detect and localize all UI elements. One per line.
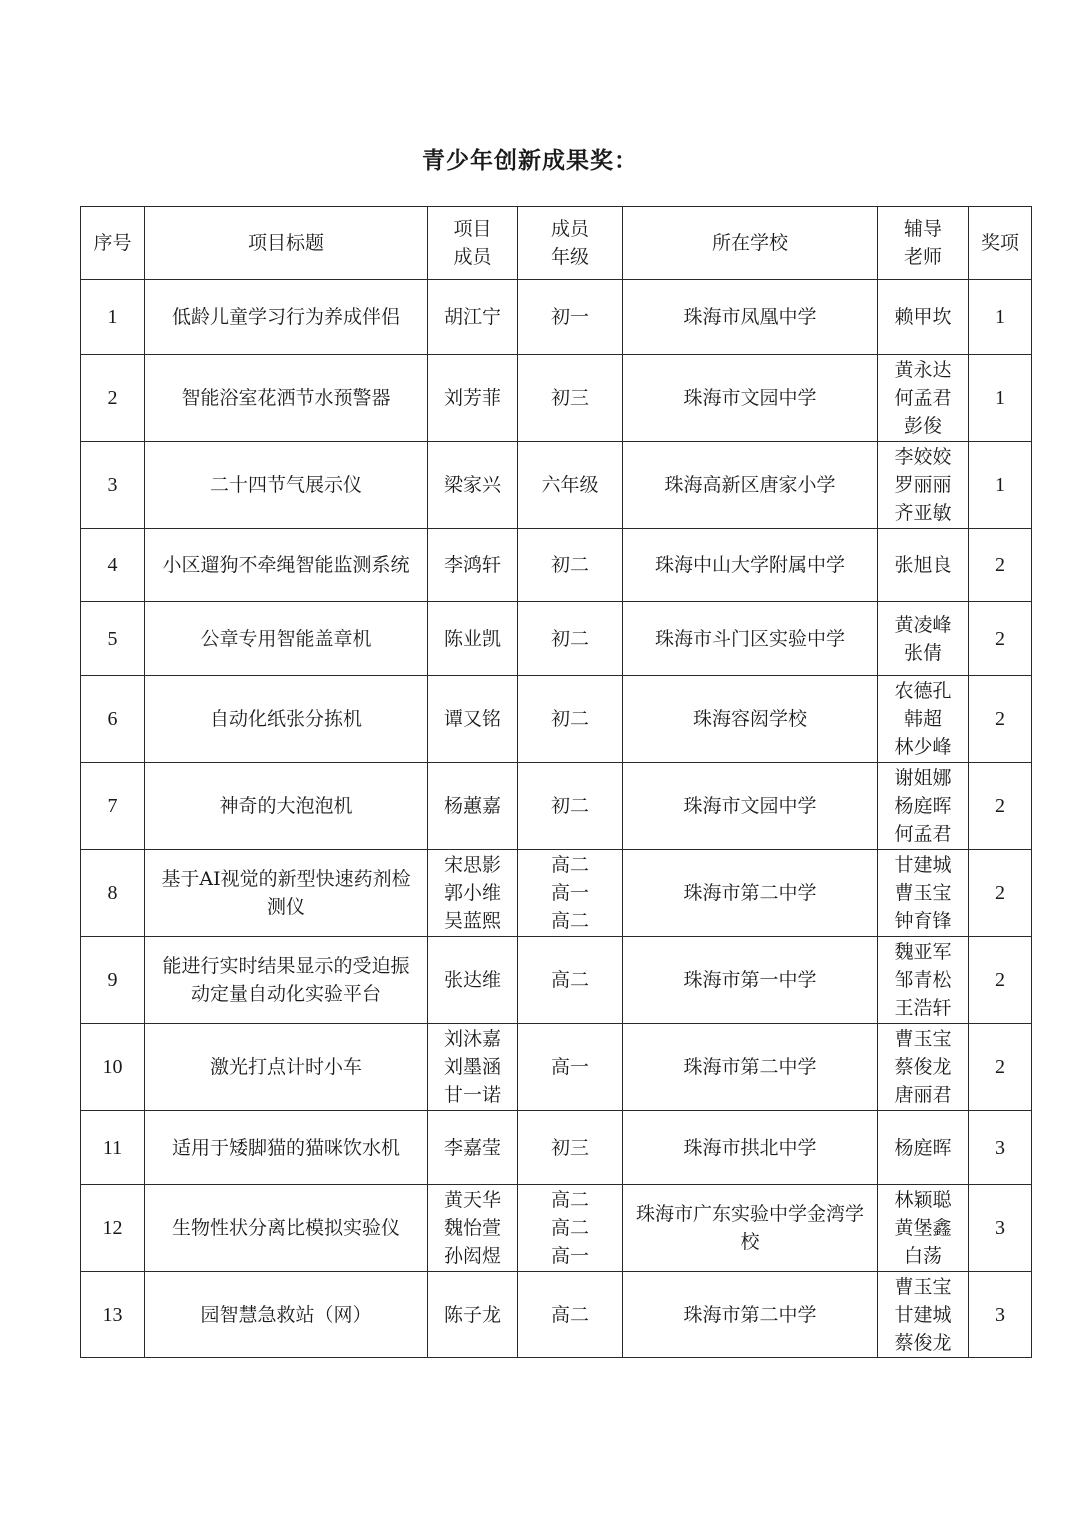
cell-no: 3 — [81, 442, 145, 529]
cell-grade-line: 高一 — [550, 1056, 589, 1078]
cell-grade-line: 高二 — [550, 910, 589, 932]
cell-members — [428, 529, 518, 602]
cell-mentors-line: 蔡俊龙 — [894, 1331, 952, 1354]
cell-mentors-line: 甘建城 — [894, 854, 952, 876]
col-header-members — [428, 207, 518, 280]
cell-members — [428, 442, 518, 529]
cell-grade — [518, 602, 623, 676]
cell-members — [428, 937, 518, 1024]
cell-no: 13 — [81, 1272, 145, 1358]
cell-grade-line: 初二 — [550, 554, 589, 576]
cell-members — [428, 280, 518, 355]
cell-award: 1 — [969, 355, 1032, 442]
cell-award: 3 — [969, 1185, 1032, 1272]
cell-grade — [518, 1111, 623, 1185]
cell-project: 激光打点计时小车 — [145, 1024, 428, 1111]
cell-members-line: 魏怡萱 — [443, 1217, 501, 1239]
cell-mentors — [878, 1111, 969, 1185]
table-row — [81, 763, 1032, 850]
cell-grade — [518, 1185, 623, 1272]
col-header-grade-line: 年级 — [550, 246, 589, 268]
cell-school: 珠海容闳学校 — [623, 676, 878, 763]
cell-grade-line: 高一 — [550, 1245, 589, 1267]
cell-no: 12 — [81, 1185, 145, 1272]
cell-mentors-line: 赖甲坎 — [894, 306, 952, 328]
document-title: 青少年创新成果奖： — [422, 148, 638, 174]
cell-mentors-line: 甘建城 — [894, 1303, 952, 1326]
cell-grade — [518, 442, 623, 529]
cell-no: 1 — [81, 280, 145, 355]
cell-members-line: 吴蓝熙 — [443, 910, 501, 932]
col-header-no: 序号 — [81, 207, 145, 280]
cell-no: 10 — [81, 1024, 145, 1111]
cell-mentors-line: 罗丽丽 — [894, 474, 952, 496]
cell-project: 神奇的大泡泡机 — [145, 763, 428, 850]
cell-school: 珠海市广东实验中学金湾学校 — [623, 1185, 878, 1272]
cell-project: 能进行实时结果显示的受迫振动定量自动化实验平台 — [145, 937, 428, 1024]
cell-mentors-line: 林少峰 — [894, 736, 952, 758]
cell-members-line: 李嘉莹 — [443, 1136, 501, 1159]
cell-school: 珠海市拱北中学 — [623, 1111, 878, 1185]
cell-mentors — [878, 937, 969, 1024]
table-row — [81, 850, 1032, 937]
cell-project: 二十四节气展示仪 — [145, 442, 428, 529]
cell-mentors — [878, 529, 969, 602]
col-header-project: 项目标题 — [145, 207, 428, 280]
cell-mentors — [878, 850, 969, 937]
cell-members-line: 刘芳菲 — [443, 387, 501, 409]
cell-members-line: 郭小维 — [443, 882, 501, 904]
cell-award: 3 — [969, 1111, 1032, 1185]
cell-mentors-line: 曹玉宝 — [894, 882, 952, 904]
cell-members — [428, 355, 518, 442]
cell-mentors-line: 齐亚敏 — [894, 502, 952, 524]
cell-grade-line: 高二 — [550, 1189, 589, 1211]
cell-mentors-line: 谢姐娜 — [894, 767, 952, 789]
cell-members-line: 刘沐嘉 — [443, 1028, 501, 1050]
cell-school: 珠海市文园中学 — [623, 355, 878, 442]
cell-mentors — [878, 1272, 969, 1358]
col-header-mentors — [878, 207, 969, 280]
cell-school: 珠海市第二中学 — [623, 1272, 878, 1358]
table-row — [81, 937, 1032, 1024]
cell-project: 自动化纸张分拣机 — [145, 676, 428, 763]
cell-no: 9 — [81, 937, 145, 1024]
cell-grade-line: 高二 — [550, 1303, 589, 1326]
col-header-award: 奖项 — [969, 207, 1032, 280]
cell-no: 2 — [81, 355, 145, 442]
table-row — [81, 355, 1032, 442]
cell-mentors — [878, 763, 969, 850]
cell-grade-line: 初二 — [550, 708, 589, 730]
col-header-mentors-line: 辅导 — [903, 218, 942, 240]
table-row — [81, 1111, 1032, 1185]
cell-members-line: 陈业凯 — [443, 627, 501, 650]
cell-grade-line: 初二 — [550, 627, 589, 650]
cell-mentors-line: 曹玉宝 — [894, 1275, 952, 1298]
cell-mentors-line: 张旭良 — [894, 554, 952, 576]
cell-mentors-line: 白荡 — [903, 1245, 942, 1267]
cell-members-line: 杨蕙嘉 — [443, 795, 501, 817]
cell-grade-line: 高二 — [550, 1217, 589, 1239]
cell-members-line: 陈子龙 — [443, 1303, 501, 1326]
cell-members — [428, 763, 518, 850]
cell-award: 1 — [969, 280, 1032, 355]
cell-no: 4 — [81, 529, 145, 602]
cell-members-line: 孙闳煜 — [443, 1245, 501, 1267]
cell-members-line: 宋思影 — [443, 854, 501, 876]
cell-award: 2 — [969, 763, 1032, 850]
cell-award: 2 — [969, 602, 1032, 676]
cell-grade-line: 初一 — [550, 306, 589, 328]
cell-grade-line: 高一 — [550, 882, 589, 904]
cell-mentors-line: 李姣姣 — [894, 446, 952, 468]
cell-members — [428, 850, 518, 937]
table-body — [81, 280, 1032, 1358]
cell-mentors-line: 蔡俊龙 — [894, 1056, 952, 1078]
cell-grade — [518, 529, 623, 602]
col-header-members-line: 成员 — [453, 246, 492, 268]
cell-school: 珠海市第二中学 — [623, 850, 878, 937]
col-header-grade-line: 成员 — [550, 218, 589, 240]
cell-project: 小区遛狗不牵绳智能监测系统 — [145, 529, 428, 602]
table-row — [81, 280, 1032, 355]
cell-grade-line: 高二 — [550, 969, 589, 991]
cell-award: 3 — [969, 1272, 1032, 1358]
cell-mentors-line: 黄凌峰 — [894, 613, 952, 636]
cell-mentors-line: 邹青松 — [894, 969, 952, 991]
cell-members-line: 刘墨涵 — [443, 1056, 501, 1078]
cell-award: 2 — [969, 529, 1032, 602]
table-header-row — [81, 207, 1032, 280]
cell-project: 适用于矮脚猫的猫咪饮水机 — [145, 1111, 428, 1185]
awards-table — [80, 206, 1032, 1358]
cell-grade — [518, 280, 623, 355]
cell-project: 基于AI视觉的新型快速药剂检测仪 — [145, 850, 428, 937]
cell-school: 珠海中山大学附属中学 — [623, 529, 878, 602]
cell-grade-line: 初二 — [550, 795, 589, 817]
cell-grade — [518, 937, 623, 1024]
cell-mentors-line: 杨庭晖 — [894, 1136, 952, 1159]
cell-school: 珠海高新区唐家小学 — [623, 442, 878, 529]
cell-project: 园智慧急救站（网） — [145, 1272, 428, 1358]
cell-members-line: 张达维 — [443, 969, 501, 991]
cell-mentors-line: 杨庭晖 — [894, 795, 952, 817]
cell-mentors-line: 何孟君 — [894, 387, 952, 409]
cell-members — [428, 1185, 518, 1272]
cell-mentors-line: 林颖聪 — [894, 1189, 952, 1211]
cell-members-line: 甘一诺 — [443, 1084, 501, 1106]
table-row — [81, 1185, 1032, 1272]
cell-mentors-line: 彭俊 — [903, 415, 942, 437]
col-header-members-line: 项目 — [453, 218, 492, 240]
cell-mentors — [878, 602, 969, 676]
cell-award: 1 — [969, 442, 1032, 529]
cell-grade — [518, 355, 623, 442]
cell-school: 珠海市第一中学 — [623, 937, 878, 1024]
cell-members-line: 梁家兴 — [443, 474, 501, 496]
table-row — [81, 442, 1032, 529]
table-row — [81, 1272, 1032, 1358]
cell-grade-line: 初三 — [550, 387, 589, 409]
cell-grade — [518, 850, 623, 937]
cell-no: 6 — [81, 676, 145, 763]
cell-members — [428, 676, 518, 763]
cell-grade-line: 六年级 — [541, 474, 599, 496]
cell-mentors-line: 张倩 — [903, 641, 942, 664]
cell-mentors-line: 王浩轩 — [894, 997, 952, 1019]
cell-no: 8 — [81, 850, 145, 937]
table-row — [81, 529, 1032, 602]
table-row — [81, 1024, 1032, 1111]
col-header-school: 所在学校 — [623, 207, 878, 280]
cell-no: 7 — [81, 763, 145, 850]
cell-members — [428, 1024, 518, 1111]
cell-project: 智能浴室花洒节水预警器 — [145, 355, 428, 442]
cell-members-line: 李鸿轩 — [443, 554, 501, 576]
col-header-grade — [518, 207, 623, 280]
cell-project: 公章专用智能盖章机 — [145, 602, 428, 676]
cell-members — [428, 1272, 518, 1358]
cell-award: 2 — [969, 676, 1032, 763]
cell-grade-line: 初三 — [550, 1136, 589, 1159]
cell-members-line: 胡江宁 — [443, 306, 501, 328]
cell-mentors — [878, 1024, 969, 1111]
cell-mentors-line: 黄堡鑫 — [894, 1217, 952, 1239]
cell-grade — [518, 1024, 623, 1111]
cell-mentors — [878, 355, 969, 442]
cell-grade-line: 高二 — [550, 854, 589, 876]
cell-no: 5 — [81, 602, 145, 676]
cell-members-line: 谭又铭 — [443, 708, 501, 730]
cell-award: 2 — [969, 937, 1032, 1024]
cell-school: 珠海市第二中学 — [623, 1024, 878, 1111]
cell-grade — [518, 763, 623, 850]
cell-mentors-line: 农德孔 — [894, 680, 952, 702]
cell-mentors — [878, 442, 969, 529]
cell-mentors-line: 曹玉宝 — [894, 1028, 952, 1050]
cell-mentors — [878, 1185, 969, 1272]
cell-mentors-line: 魏亚军 — [894, 941, 952, 963]
cell-mentors-line: 何孟君 — [894, 823, 952, 845]
cell-mentors — [878, 280, 969, 355]
cell-school: 珠海市凤凰中学 — [623, 280, 878, 355]
col-header-mentors-line: 老师 — [903, 246, 942, 268]
cell-award: 2 — [969, 1024, 1032, 1111]
cell-project: 生物性状分离比模拟实验仪 — [145, 1185, 428, 1272]
table-row — [81, 602, 1032, 676]
cell-mentors-line: 钟育锋 — [894, 910, 952, 932]
cell-grade — [518, 676, 623, 763]
cell-mentors — [878, 676, 969, 763]
cell-mentors-line: 黄永达 — [894, 359, 952, 381]
cell-grade — [518, 1272, 623, 1358]
cell-mentors-line: 韩超 — [903, 708, 942, 730]
cell-school: 珠海市文园中学 — [623, 763, 878, 850]
cell-members — [428, 1111, 518, 1185]
cell-members — [428, 602, 518, 676]
cell-project: 低龄儿童学习行为养成伴侣 — [145, 280, 428, 355]
cell-mentors-line: 唐丽君 — [894, 1084, 952, 1106]
cell-members-line: 黄天华 — [443, 1189, 501, 1211]
table-row — [81, 676, 1032, 763]
cell-award: 2 — [969, 850, 1032, 937]
cell-school: 珠海市斗门区实验中学 — [623, 602, 878, 676]
cell-no: 11 — [81, 1111, 145, 1185]
